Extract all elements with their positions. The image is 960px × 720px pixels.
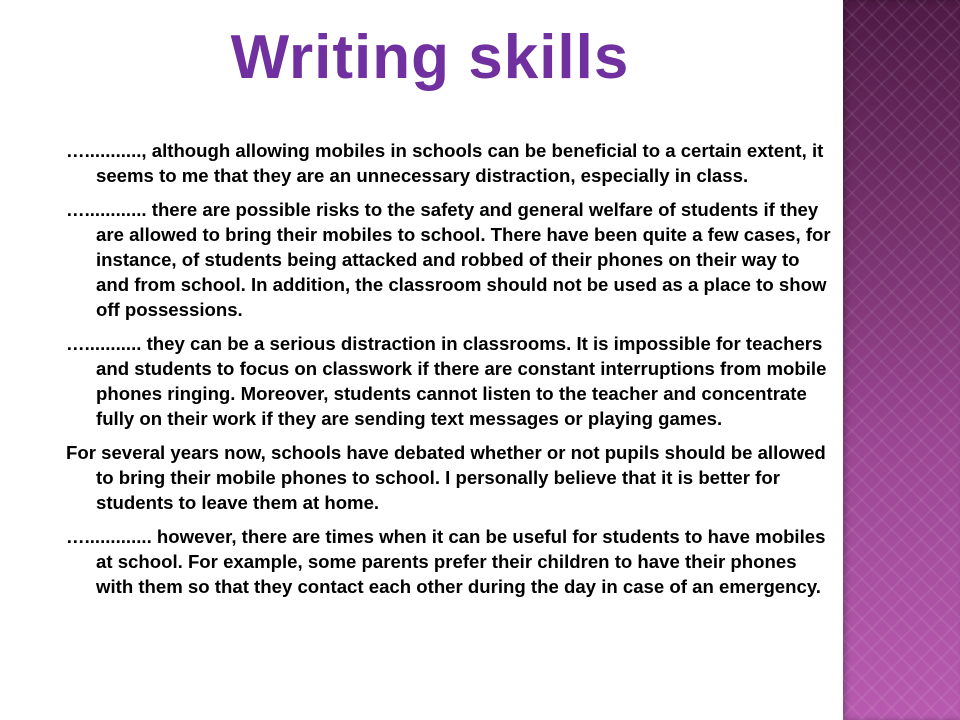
paragraph-1: …..........., although allowing mobiles in schools can be beneficial to a certain extent, it seems to me that they are an unnecessary distraction, especially in class. [66,140,824,186]
paragraph-4: For several years now, schools have debated whether or not pupils should be allowed to bring their mobile phones to school. I personally believe that it is better for students to leave them at home. [66,442,826,513]
paragraph-3: …........... they can be a serious distraction in classrooms. It is impossible for teachers and students to focus on classwork if there are constant interruptions from mobile phones ringing. Moreover, students cannot listen to the teacher and concentrate fully on their work if they are sending text messages or playing games. [66,333,827,429]
paragraph-5: …............. however, there are times when it can be useful for students to have mobiles at school. For example, some parents prefer their children to have their phones with them so that they contact each other during the day in case of an emergency. [66,526,826,597]
paragraph-2: …............ there are possible risks to the safety and general welfare of students if they are allowed to bring their mobiles to school. There have been quite a few cases, for instance, of students being attacked and robbed of their phones on their way to and from school. In addition, the classroom should not be used as a place to show off possessions. [66,199,831,320]
decorative-side-band [843,0,960,720]
slide-title: Writing skills [230,23,630,92]
slide-body [66,138,834,608]
